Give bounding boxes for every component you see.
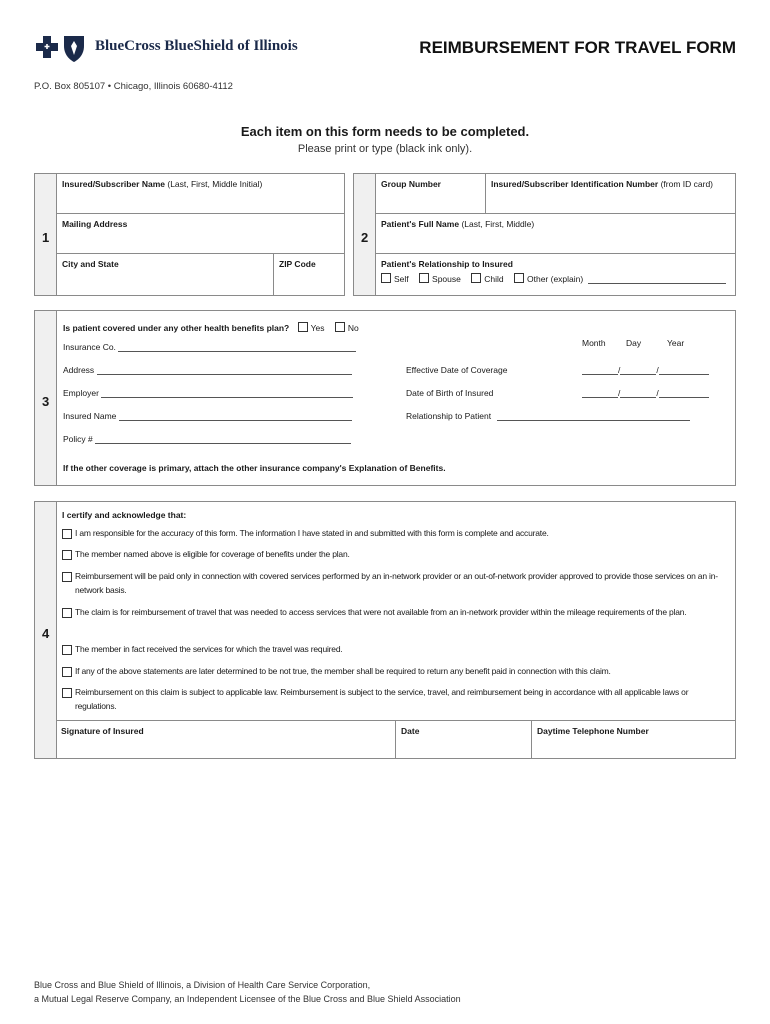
insurance-co-label: Insurance Co. [63,342,116,352]
employer-row [63,388,353,398]
child-label: Child [484,274,504,284]
other-coverage-question [63,322,359,333]
yes-option[interactable] [298,323,325,333]
employer-label: Employer [63,388,99,398]
certify-checkbox[interactable] [62,645,72,655]
certify-text: Reimbursement will be paid only in connection with covered services performed by an in-network provider or an out-of-network provider approved to provide those services on an in-network basis. [75,571,718,595]
certify-checkbox[interactable] [62,529,72,539]
yes-label: Yes [310,323,325,333]
self-checkbox[interactable] [381,273,391,283]
child-checkbox[interactable] [471,273,481,283]
year-header: Year [667,338,685,348]
other-label: Other (explain) [527,274,584,284]
insured-name-label: Insured/Subscriber Name [62,179,165,189]
insured-name-label: Insured Name [63,411,117,421]
phone-label: Daytime Telephone Number [537,726,649,736]
group-number-field[interactable] [376,174,486,214]
section-number-column [354,174,376,295]
relationship-label: Patient's Relationship to Insured [381,259,513,269]
mailing-address-field[interactable] [57,214,344,254]
date-field[interactable] [396,721,532,759]
insured-name-field[interactable] [57,174,344,214]
certify-checkbox[interactable] [62,667,72,677]
certify-item[interactable] [62,569,722,597]
zip-code-label: ZIP Code [279,259,316,269]
certify-text: Reimbursement on this claim is subject to applicable law. Reimbursement is subject to the service, travel, and reimbursement being in accordance with all applicable laws or regulations. [75,687,689,711]
brand-name: BlueCross BlueShield of Illinois [95,38,298,54]
certify-item[interactable] [62,526,722,540]
mailing-address-label: Mailing Address [62,219,128,229]
policy-row [63,434,351,444]
address-line[interactable] [97,366,352,375]
section-number: 2 [361,230,369,245]
no-option[interactable] [335,323,359,333]
certify-checkbox[interactable] [62,688,72,698]
relationship-options [381,273,735,284]
section-number-column [35,174,57,295]
relationship-field [376,254,735,295]
other-checkbox[interactable] [514,273,524,283]
section-number-column [35,311,57,485]
certify-checkbox[interactable] [62,572,72,582]
patient-name-hint: (Last, First, Middle) [461,219,535,229]
effective-date-input[interactable]: / / [582,365,709,375]
no-checkbox[interactable] [335,322,345,332]
section-number: 1 [42,230,50,245]
signature-row [56,720,735,759]
insurance-co-row [63,342,356,352]
spouse-checkbox[interactable] [419,273,429,283]
dob-label: Date of Birth of Insured [406,388,494,398]
policy-label: Policy # [63,434,93,444]
effective-date-label: Effective Date of Coverage [406,365,508,375]
certify-item[interactable] [62,605,722,619]
certify-item[interactable] [62,642,722,656]
section-1 [34,173,345,296]
section-number: 4 [42,626,50,641]
certify-text: The member named above is eligible for coverage of benefits under the plan. [75,549,350,559]
certify-checkbox[interactable] [62,608,72,618]
signature-label: Signature of Insured [61,726,144,736]
group-number-label: Group Number [381,179,441,189]
patient-name-label: Patient's Full Name [381,219,460,229]
employer-line[interactable] [101,389,353,398]
month-header: Month [582,338,606,348]
bcbs-logo [34,34,90,64]
city-state-field[interactable] [57,254,274,295]
certify-text: The claim is for reimbursement of travel that was needed to access services that were not available from an in-network provider within the mileage requirements of the plan. [75,607,687,617]
certify-intro: I certify and acknowledge that: [62,510,187,520]
relationship-to-patient-row [406,411,690,421]
dob-input[interactable]: / / [582,388,709,398]
spouse-label: Spouse [432,274,461,284]
yes-checkbox[interactable] [298,322,308,332]
instruction-subheading: Please print or type (black ink only). [297,143,473,155]
other-coverage-label: Is patient covered under any other health benefits plan? [63,323,290,333]
certify-checkbox[interactable] [62,550,72,560]
insured-name-hint: (Last, First, Middle Initial) [167,179,263,189]
insured-name-line[interactable] [119,412,352,421]
zip-code-field[interactable] [274,254,344,295]
spouse-option[interactable] [419,274,461,284]
section-number-column [35,502,57,758]
other-option[interactable] [514,274,583,284]
patient-name-field[interactable] [376,214,735,254]
cross-shield-icon [34,34,90,64]
certify-text: If any of the above statements are later determined to be not true, the member shall be required to return any benefit paid in connection with this claim. [75,666,611,676]
signature-field[interactable] [56,721,396,759]
address-row [63,365,352,375]
certify-item[interactable] [62,547,722,561]
no-label: No [347,323,359,333]
section-number: 3 [42,394,50,409]
section-3 [34,310,736,486]
certify-text: The member in fact received the services for which the travel was required. [75,644,343,654]
address-label: Address [63,365,95,375]
instruction-heading: Each item on this form needs to be completed. [240,124,530,139]
city-state-label: City and State [62,259,119,269]
certify-item[interactable] [62,685,722,713]
section-2 [353,173,736,296]
footer [34,978,461,1006]
child-option[interactable] [471,274,503,284]
footer-line-2: a Mutual Legal Reserve Company, an Independent Licensee of the Blue Cross and Blue Shield Association [34,994,461,1004]
subscriber-id-label: Insured/Subscriber Identification Number [491,179,659,189]
insured-name-row [63,411,352,421]
certify-text: I am responsible for the accuracy of this form. The information I have stated in and submitted with this form is complete and accurate. [75,528,549,538]
certify-item[interactable] [62,664,722,678]
primary-coverage-note: If the other coverage is primary, attach the other insurance company's Explanation of Benefits. [63,463,446,473]
day-header: Day [626,338,642,348]
relationship-to-patient-line[interactable] [497,412,690,421]
mailing-address-header: P.O. Box 805107 • Chicago, Illinois 60680-4112 [34,81,233,92]
self-option[interactable] [381,274,409,284]
insurance-co-line[interactable] [118,343,356,352]
date-label: Date [401,726,420,736]
relationship-to-patient-label: Relationship to Patient [406,411,492,421]
footer-line-1: Blue Cross and Blue Shield of Illinois, a Division of Health Care Service Corporation, [34,980,371,990]
form-title: REIMBURSEMENT FOR TRAVEL FORM [419,38,736,57]
phone-field[interactable] [532,721,735,759]
other-explain-line[interactable] [588,275,726,284]
subscriber-id-field[interactable] [486,174,735,214]
policy-line[interactable] [95,435,351,444]
subscriber-id-hint: (from ID card) [660,179,713,189]
self-label: Self [394,274,409,284]
